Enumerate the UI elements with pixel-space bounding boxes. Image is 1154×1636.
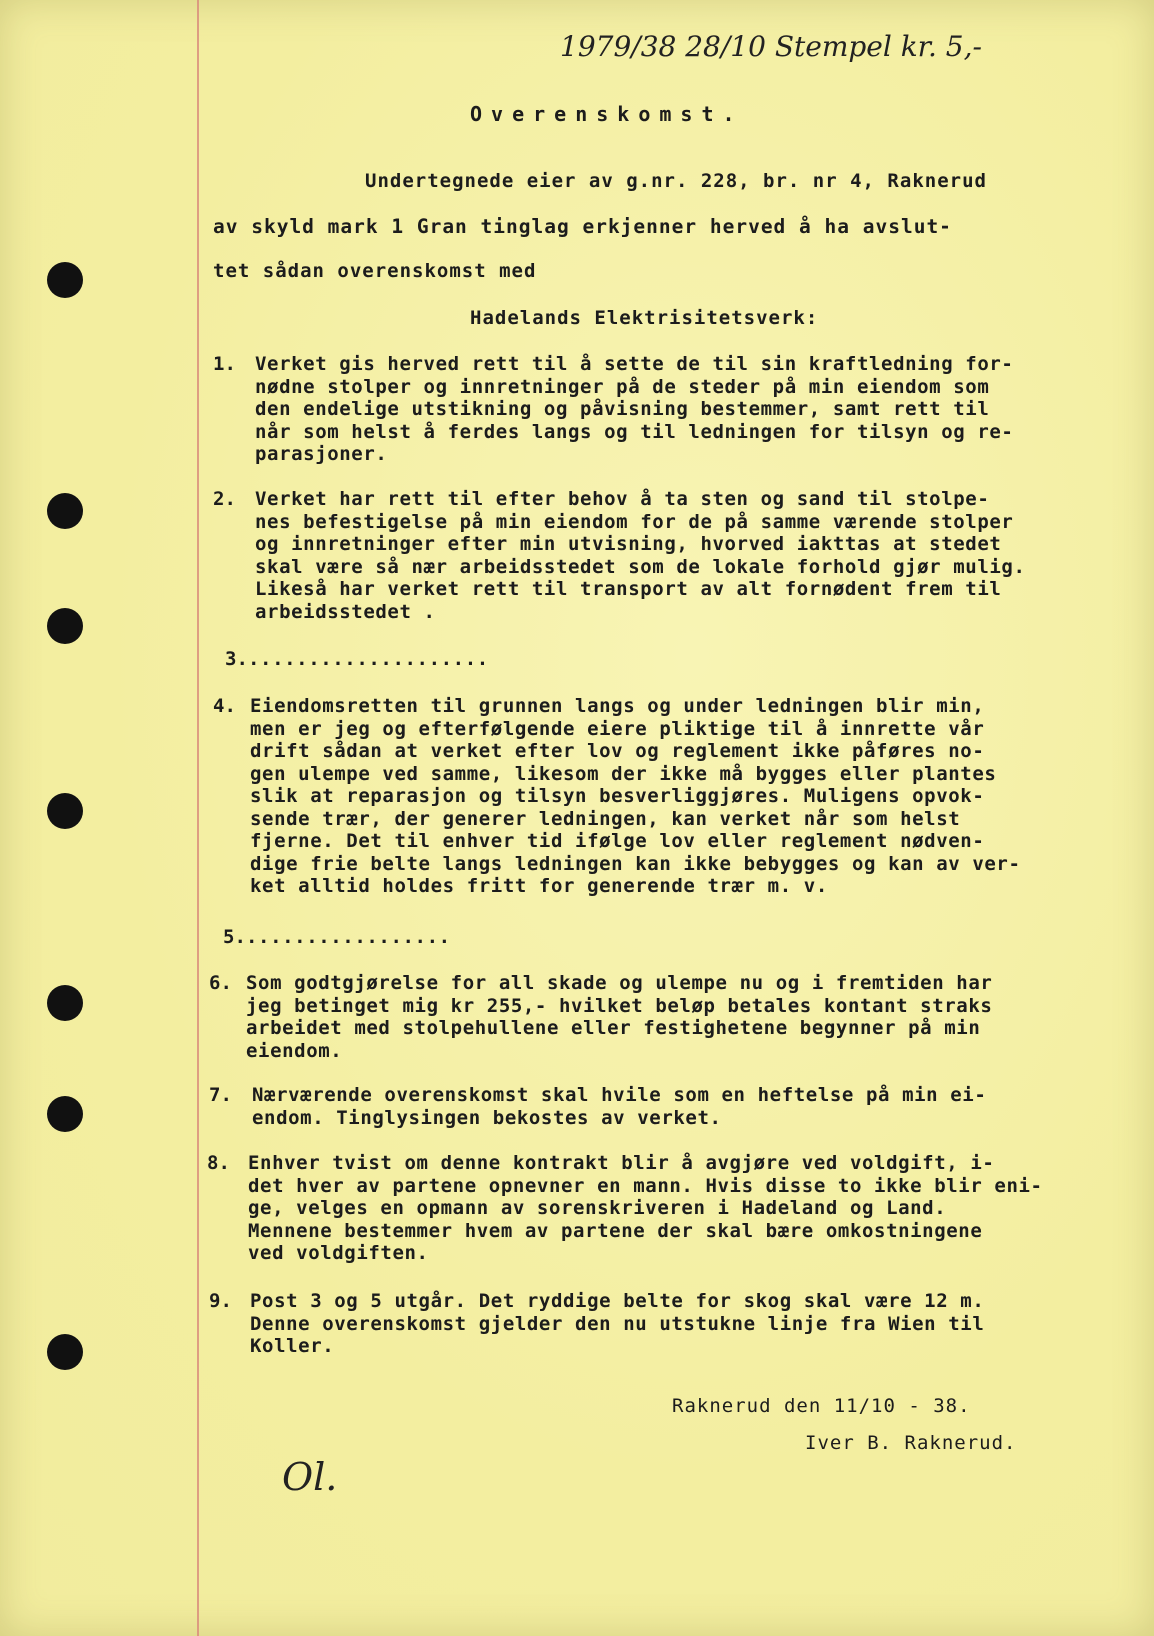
punch-hole	[47, 1096, 83, 1132]
item-line: slik at reparasjon og tilsyn besverliggjøres. Muligens opvok-	[250, 785, 985, 807]
document-title: Overenskomst.	[470, 102, 744, 126]
item-number: 5.	[223, 926, 246, 948]
punch-hole	[47, 985, 83, 1021]
signature: Iver B. Raknerud.	[805, 1432, 1017, 1454]
item-number: 1.	[213, 353, 236, 375]
place-date: Raknerud den 11/10 - 38.	[672, 1395, 971, 1417]
item-line: arbeidsstedet .	[255, 600, 436, 623]
item-line: Denne overenskomst gjelder den nu utstukne linje fra Wien til	[250, 1312, 985, 1335]
handwritten-header: 1979/38 28/10 Stempel kr. 5,-	[560, 30, 982, 63]
item-paragraph	[255, 353, 1013, 466]
item-line: skal være så nær arbeidsstedet som de lokale forhold gjør mulig.	[255, 555, 1026, 578]
item-line: jeg betinget mig kr 255,- hvilket beløp betales kontant straks	[246, 994, 993, 1017]
item-paragraph	[250, 695, 1021, 898]
punch-hole	[47, 262, 83, 298]
item-line: Post 3 og 5 utgår. Det ryddige belte for skog skal være 12 m.	[250, 1290, 985, 1312]
item-line: gen ulempe ved samme, likesom der ikke må bygges eller plantes	[250, 762, 997, 785]
item-line: Mennene bestemmer hvem av partene der skal bære omkostningene	[248, 1219, 983, 1242]
item-paragraph	[252, 1084, 986, 1129]
item-number: 9.	[209, 1290, 232, 1312]
item-line: det hver av partene opnevner en mann. Hvis disse to ikke blir eni-	[248, 1174, 1043, 1197]
item-number: 6.	[209, 972, 232, 994]
item-line: når som helst å ferdes langs og til ledningen for tilsyn og re-	[255, 420, 1014, 443]
item-number: 7.	[209, 1084, 232, 1106]
item-line: dige frie belte langs ledningen kan ikke bebygges og kan av ver-	[250, 852, 1021, 875]
item-number: 2.	[213, 488, 236, 510]
item-line: nes befestigelse på min eiendom for de på samme værende stolper	[255, 510, 1014, 533]
item-paragraph	[255, 488, 1026, 623]
item-line: nødne stolper og innretninger på de steder på min eiendom som	[255, 375, 990, 398]
item-line: ....................	[248, 648, 489, 670]
item-line: endom. Tinglysingen bekostes av verket.	[252, 1106, 722, 1129]
item-paragraph	[248, 1152, 1043, 1265]
item-line: Likeså har verket rett til transport av alt fornødent frem til	[255, 578, 1002, 600]
item-paragraph	[246, 972, 992, 1062]
item-number: 4.	[213, 695, 236, 717]
punch-hole	[47, 608, 83, 644]
item-line: eiendom.	[246, 1039, 343, 1062]
item-line: sende trær, der generer ledningen, kan verket når som helst	[250, 807, 961, 830]
intro-line-1: Undertegnede eier av g.nr. 228, br. nr 4, Raknerud	[365, 170, 987, 192]
item-paragraph	[248, 648, 489, 671]
item-line: Som godtgjørelse for all skade og ulempe nu og i fremtiden har	[246, 972, 993, 994]
item-paragraph	[250, 1290, 984, 1358]
item-line: Enhver tvist om denne kontrakt blir å avgjøre ved voldgift, i-	[248, 1152, 995, 1174]
item-line: .................	[246, 926, 451, 948]
item-line: arbeidet med stolpehullene eller festighetene begynner på min	[246, 1017, 981, 1039]
item-line: Nærværende overenskomst skal hvile som en heftelse på min ei-	[252, 1084, 987, 1106]
intro-line-3: tet sådan overenskomst med	[213, 260, 537, 282]
item-line: Verket gis herved rett til å sette de til sin kraftledning for-	[255, 353, 1014, 375]
item-line: parasjoner.	[255, 443, 388, 465]
item-line: den endelige utstikning og påvisning bestemmer, samt rett til	[255, 398, 990, 420]
item-paragraph	[246, 926, 451, 949]
item-line: Eiendomsretten til grunnen langs og under ledningen blir min,	[250, 695, 985, 717]
margin-rule	[197, 0, 199, 1636]
item-number: 3.	[225, 648, 248, 670]
item-line: og innretninger efter min utvisning, hvorved iakttas at stedet	[255, 533, 1002, 555]
party-name: Hadelands Elektrisitetsverk:	[470, 307, 819, 329]
item-number: 8.	[207, 1152, 230, 1174]
punch-hole	[47, 793, 83, 829]
item-line: ved voldgiften.	[248, 1242, 429, 1264]
item-line: ge, velges en opmann av sorenskriveren i Hadeland og Land.	[248, 1197, 947, 1219]
initials-mark: Ol.	[282, 1455, 338, 1499]
item-line: drift sådan at verket efter lov og reglement ikke påføres no-	[250, 740, 985, 762]
punch-hole	[47, 1334, 83, 1370]
item-line: Koller.	[250, 1335, 335, 1357]
item-line: Verket har rett til efter behov å ta sten og sand til stolpe-	[255, 488, 990, 510]
intro-line-2: av skyld mark 1 Gran tinglag erkjenner herved å ha avslut-	[213, 215, 952, 238]
item-line: fjerne. Det til enhver tid ifølge lov eller reglement nødven-	[250, 830, 985, 852]
punch-hole	[47, 493, 83, 529]
item-line: men er jeg og efterfølgende eiere pliktige til å innrette vår	[250, 717, 985, 740]
item-line: ket alltid holdes fritt for generende trær m. v.	[250, 875, 828, 897]
